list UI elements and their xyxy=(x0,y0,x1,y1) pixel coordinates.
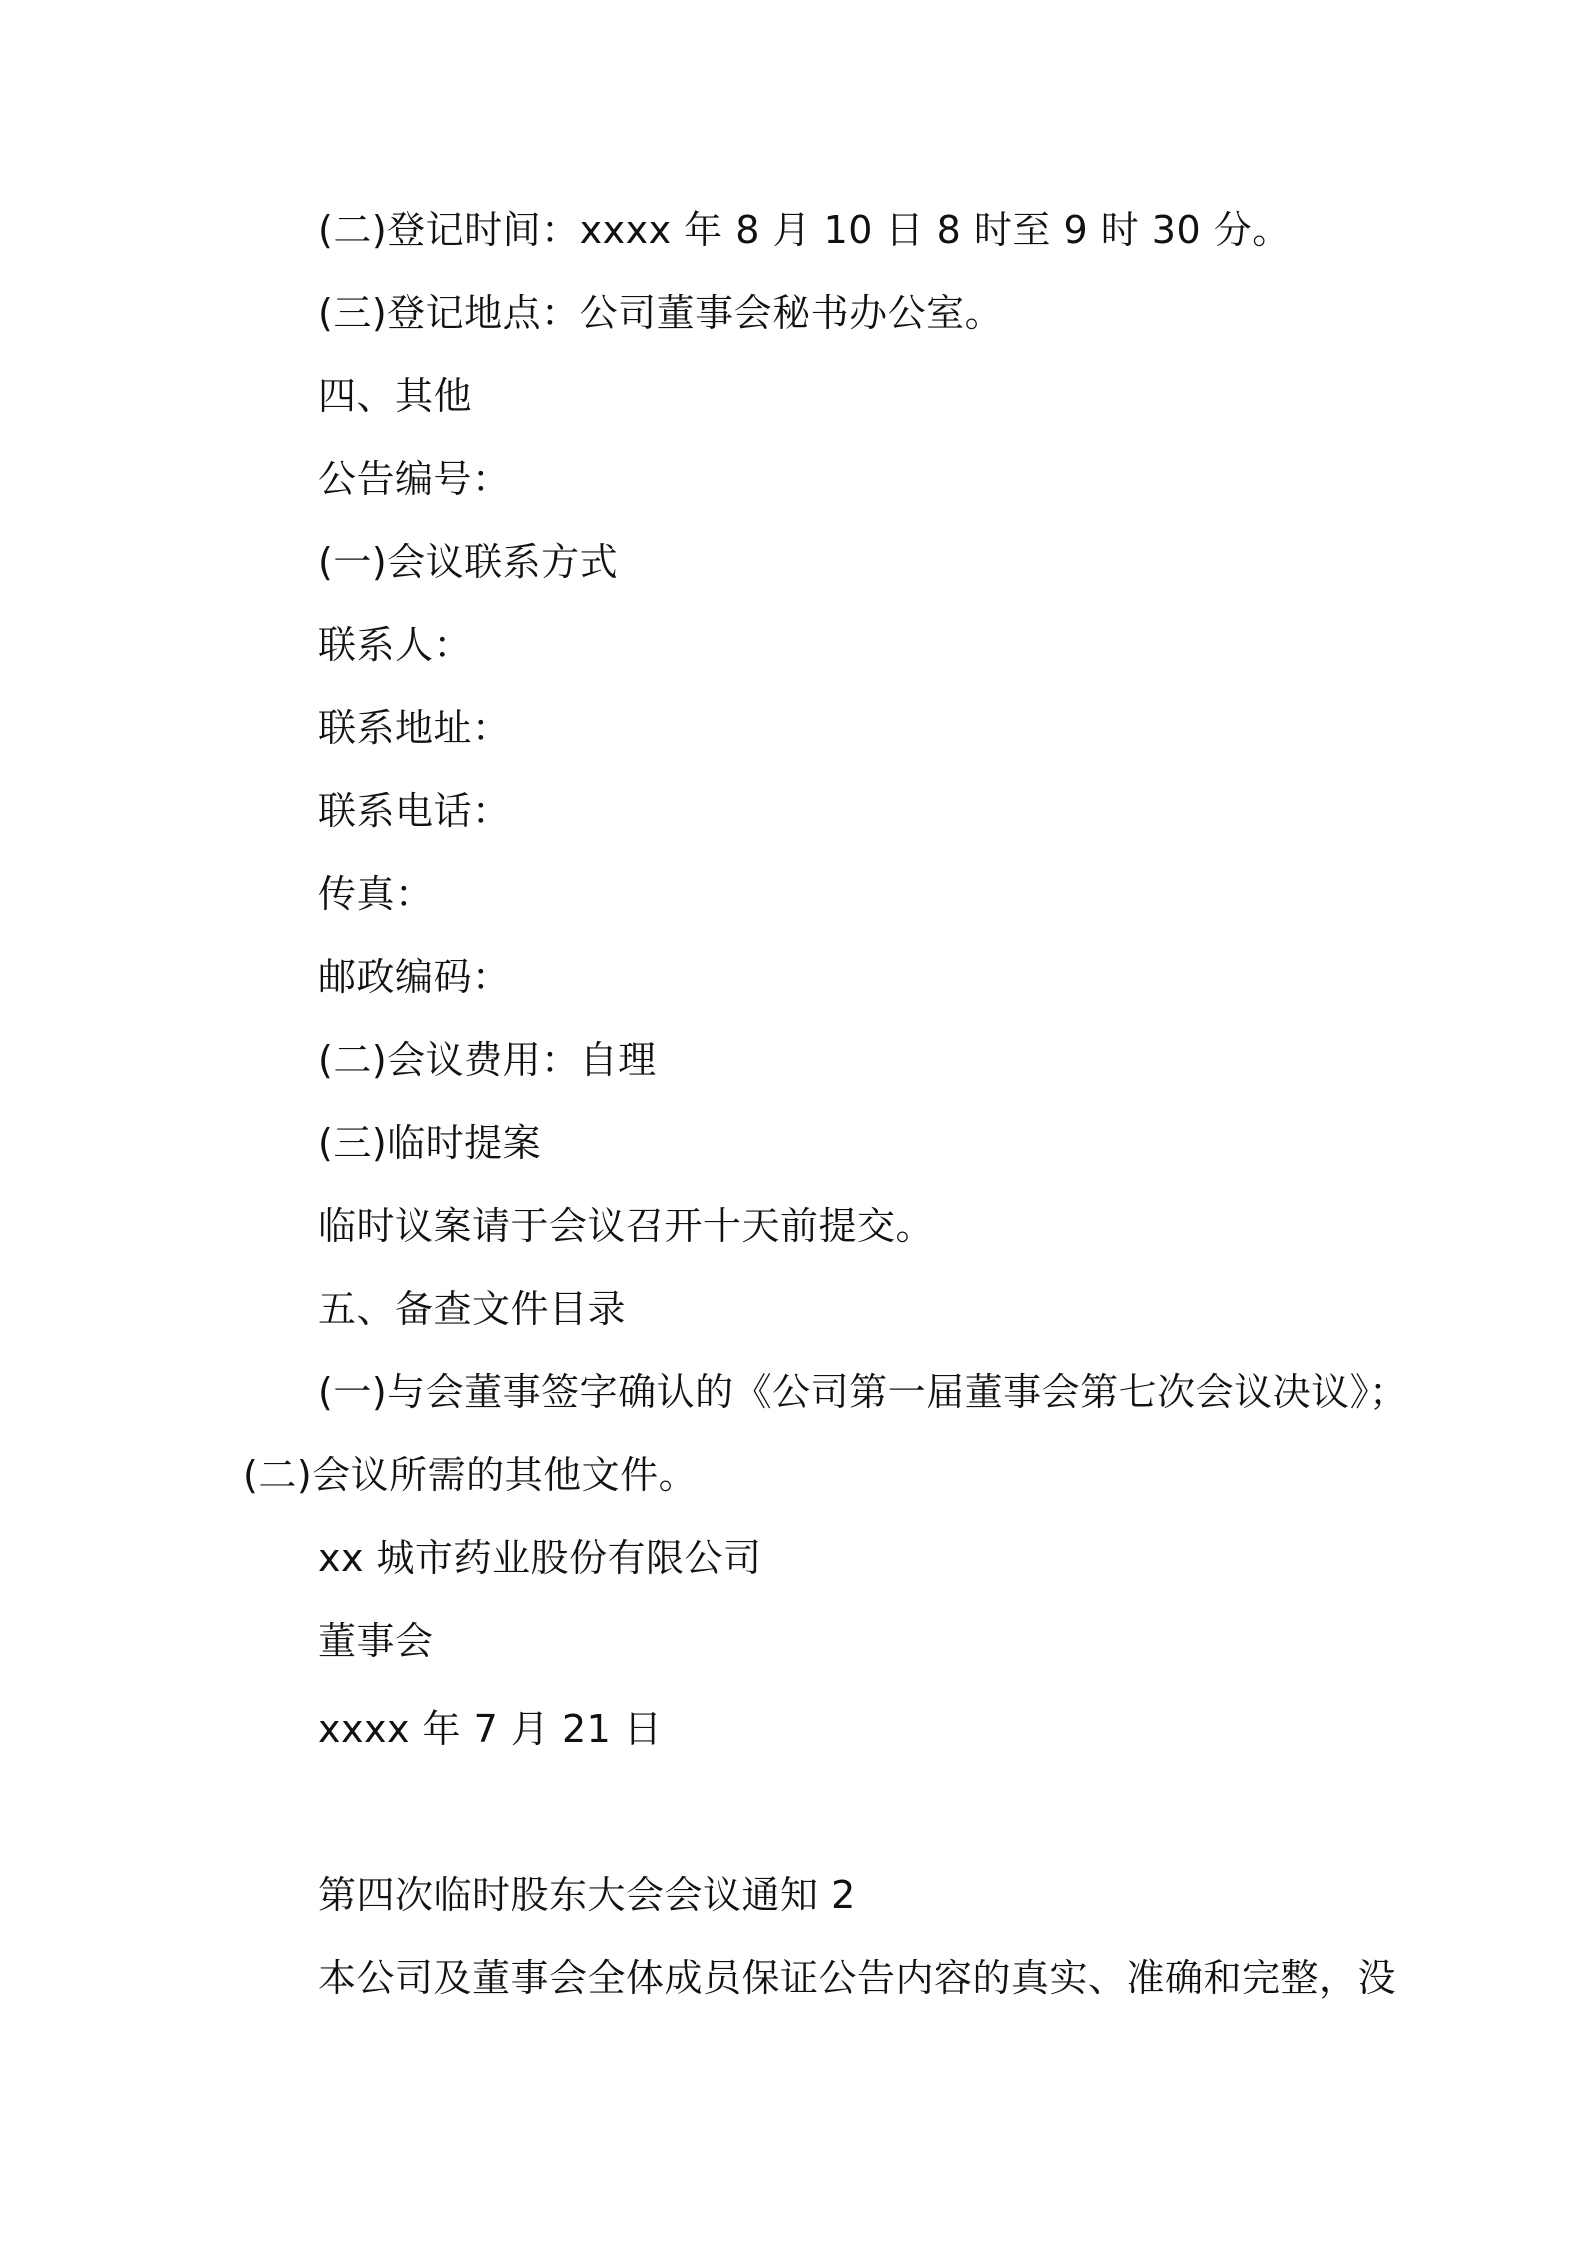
temporary-proposal-heading: (三)临时提案 xyxy=(318,1121,542,1165)
section-heading-reference-docs: 五、备查文件目录 xyxy=(318,1287,627,1331)
registration-time: (二)登记时间：xxxx 年 8 月 10 日 8 时至 9 时 30 分。 xyxy=(318,208,1291,252)
registration-place: (三)登记地点：公司董事会秘书办公室。 xyxy=(318,291,1004,335)
section-heading-other: 四、其他 xyxy=(318,374,473,418)
company-name: xx 城市药业股份有限公司 xyxy=(318,1536,762,1580)
reference-doc-1: (一)与会董事签字确认的《公司第一届董事会第七次会议决议》； xyxy=(318,1370,1408,1414)
announcement-number: 公告编号： xyxy=(318,457,511,501)
board-signature: 董事会 xyxy=(318,1619,434,1663)
contact-phone: 联系电话： xyxy=(318,789,511,833)
meeting-fees: (二)会议费用：自理 xyxy=(318,1038,657,1082)
contact-method-heading: (一)会议联系方式 xyxy=(318,540,619,584)
notice-body-first-line: 本公司及董事会全体成员保证公告内容的真实、准确和完整，没 xyxy=(318,1956,1397,2000)
contact-person: 联系人： xyxy=(318,623,473,667)
contact-address: 联系地址： xyxy=(318,706,511,750)
reference-doc-2: (二)会议所需的其他文件。 xyxy=(243,1453,698,1497)
document-date: xxxx 年 7 月 21 日 xyxy=(318,1707,663,1751)
postal-code: 邮政编码： xyxy=(318,955,511,999)
temporary-proposal-text: 临时议案请于会议召开十天前提交。 xyxy=(318,1204,935,1248)
contact-fax: 传真： xyxy=(318,872,434,916)
notice-title: 第四次临时股东大会会议通知 2 xyxy=(318,1873,856,1917)
